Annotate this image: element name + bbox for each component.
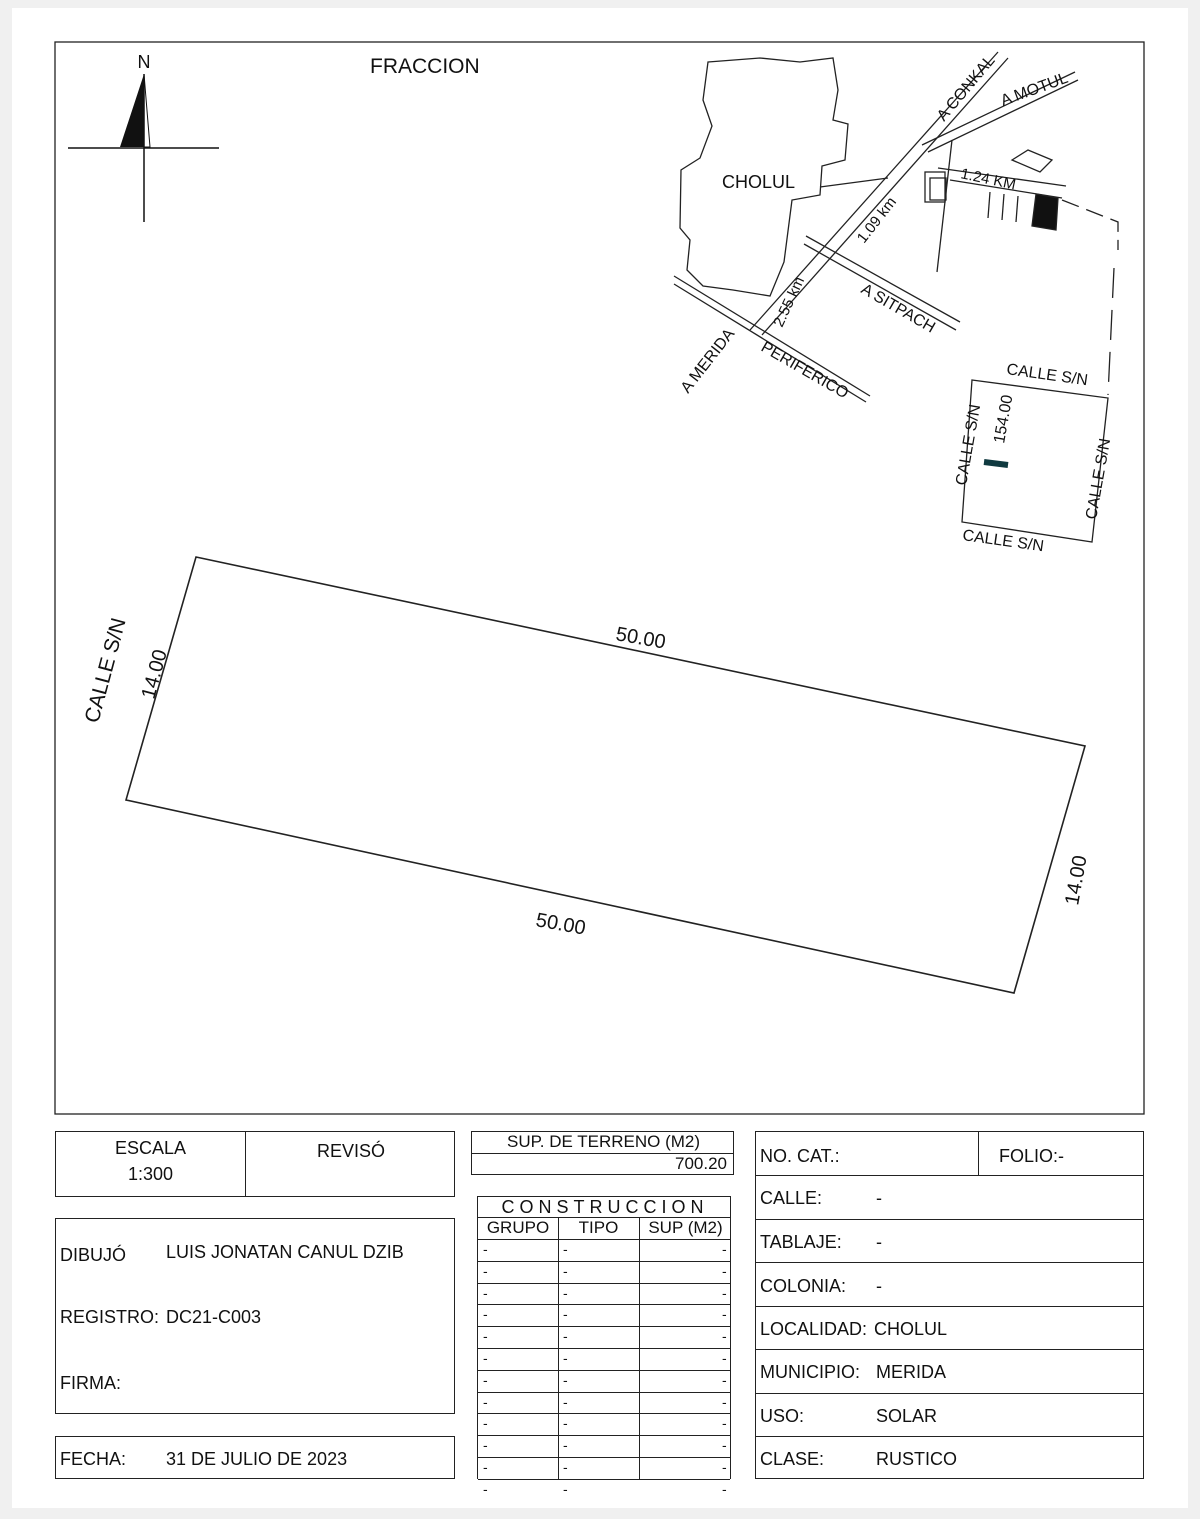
construction-cell: -: [722, 1306, 727, 1323]
construction-cell: -: [483, 1241, 488, 1257]
block-street-bottom: CALLE S/N: [961, 527, 1045, 556]
block-street-right: CALLE S/N: [1083, 437, 1115, 521]
construction-cell: -: [722, 1415, 727, 1432]
construction-cell: -: [563, 1328, 568, 1345]
drawing-frame: [55, 42, 1144, 1114]
construction-header: SUP (M2): [648, 1218, 723, 1237]
block-street-top: CALLE S/N: [1005, 361, 1089, 390]
registro-value: DC21-C003: [166, 1307, 262, 1327]
surface-label: SUP. DE TERRENO (M2): [506, 1132, 701, 1151]
reviso-label: REVISÓ: [316, 1141, 386, 1161]
construction-title: CONSTRUCCION: [501, 1197, 709, 1217]
construction-cell: -: [483, 1306, 488, 1323]
distance-label: 1.24 KM: [959, 165, 1018, 194]
construction-cell: -: [563, 1306, 568, 1323]
road-sitpach-label: A SITPACH: [858, 280, 938, 337]
dibujo-value: LUIS JONATAN CANUL DZIB: [166, 1242, 404, 1262]
construction-cell: -: [722, 1393, 727, 1410]
construction-cell: -: [722, 1371, 727, 1388]
construction-cell: -: [483, 1350, 488, 1366]
lot-right-dimension: 14.00: [1061, 853, 1092, 907]
block-distance: 154.00: [991, 393, 1017, 445]
construction-table: [477, 1196, 731, 1497]
construction-cell: -: [722, 1480, 727, 1497]
construction-cell: -: [722, 1241, 727, 1257]
tablaje-value: -: [876, 1232, 882, 1252]
colonia-label: COLONIA:: [760, 1276, 847, 1296]
date-value: 31 DE JULIO DE 2023: [166, 1449, 348, 1469]
construction-cell: -: [563, 1371, 568, 1388]
construction-cell: -: [722, 1284, 727, 1301]
construction-cell: -: [563, 1393, 568, 1410]
localidad-value: CHOLUL: [874, 1319, 948, 1339]
construction-cell: -: [483, 1480, 488, 1497]
north-label: N: [137, 52, 151, 72]
localidad-label: LOCALIDAD:: [760, 1319, 868, 1339]
construction-cell: -: [563, 1241, 568, 1257]
construction-cell: -: [722, 1262, 727, 1279]
nocat-label: NO. CAT.:: [760, 1146, 840, 1166]
construction-header: TIPO: [578, 1218, 619, 1237]
road-motul-label: A MOTUL: [998, 69, 1071, 110]
info-table: [755, 1131, 1144, 1479]
clase-label: CLASE:: [760, 1449, 825, 1469]
construction-cell: -: [563, 1459, 568, 1475]
tablaje-label: TABLAJE:: [760, 1232, 842, 1252]
construction-cell: -: [563, 1480, 568, 1497]
locator-town-label: CHOLUL: [722, 172, 796, 192]
firma-label: FIRMA:: [60, 1373, 121, 1393]
date-box: [55, 1436, 455, 1479]
calle-label: CALLE:: [760, 1188, 823, 1208]
construction-cell: -: [563, 1350, 568, 1366]
scale-value: 1:300: [127, 1164, 174, 1184]
lot-left-dimension: 14.00: [137, 647, 172, 702]
road-periferico-label: PERIFERICO: [758, 338, 852, 403]
drafter-box: [55, 1218, 455, 1414]
construction-cell: -: [722, 1328, 727, 1345]
folio-label: FOLIO:-: [999, 1146, 1065, 1166]
construction-cell: -: [483, 1328, 488, 1345]
construction-cell: -: [563, 1262, 568, 1279]
surface-box: [471, 1131, 734, 1175]
construction-cell: -: [563, 1415, 568, 1432]
construction-cell: -: [483, 1284, 488, 1301]
lot-bottom-dimension: 50.00: [534, 909, 588, 940]
construction-cell: -: [483, 1371, 488, 1388]
uso-label: USO:: [760, 1406, 805, 1426]
lot-street-label: CALLE S/N: [80, 615, 131, 726]
construction-cell: -: [483, 1262, 488, 1279]
north-arrow-icon: [68, 74, 219, 222]
construction-cell: -: [722, 1350, 727, 1366]
construction-cell: -: [483, 1393, 488, 1410]
construction-cell: -: [722, 1459, 727, 1475]
construction-cell: -: [483, 1415, 488, 1432]
municipio-label: MUNICIPIO:: [760, 1362, 861, 1382]
municipio-value: MERIDA: [876, 1362, 947, 1382]
title: FRACCION: [370, 55, 480, 78]
construction-cell: -: [483, 1459, 488, 1475]
distance-label: 2.55 km: [770, 274, 809, 330]
construction-cell: -: [563, 1437, 568, 1454]
road-merida-label: A MERIDA: [677, 325, 739, 397]
scale-label: ESCALA: [114, 1138, 187, 1158]
calle-value: -: [876, 1188, 882, 1208]
lot-outline: [126, 557, 1085, 993]
registro-label: REGISTRO:: [60, 1307, 160, 1327]
date-label: FECHA:: [60, 1449, 127, 1469]
scale-box: [55, 1131, 455, 1197]
construction-cell: -: [722, 1437, 727, 1454]
uso-value: SOLAR: [876, 1406, 938, 1426]
block-street-left: CALLE S/N: [953, 403, 985, 487]
colonia-value: -: [876, 1276, 882, 1296]
surface-value: 700.20: [675, 1154, 727, 1173]
dibujo-label: DIBUJÓ: [60, 1245, 127, 1265]
lot-top-dimension: 50.00: [614, 623, 668, 654]
construction-cell: -: [563, 1284, 568, 1301]
road-conkal-label: A CONKAL: [934, 52, 999, 125]
clase-value: RUSTICO: [876, 1449, 957, 1469]
construction-header: GRUPO: [486, 1218, 550, 1237]
distance-label: 1.09 km: [853, 193, 901, 247]
construction-cell: -: [483, 1437, 488, 1454]
